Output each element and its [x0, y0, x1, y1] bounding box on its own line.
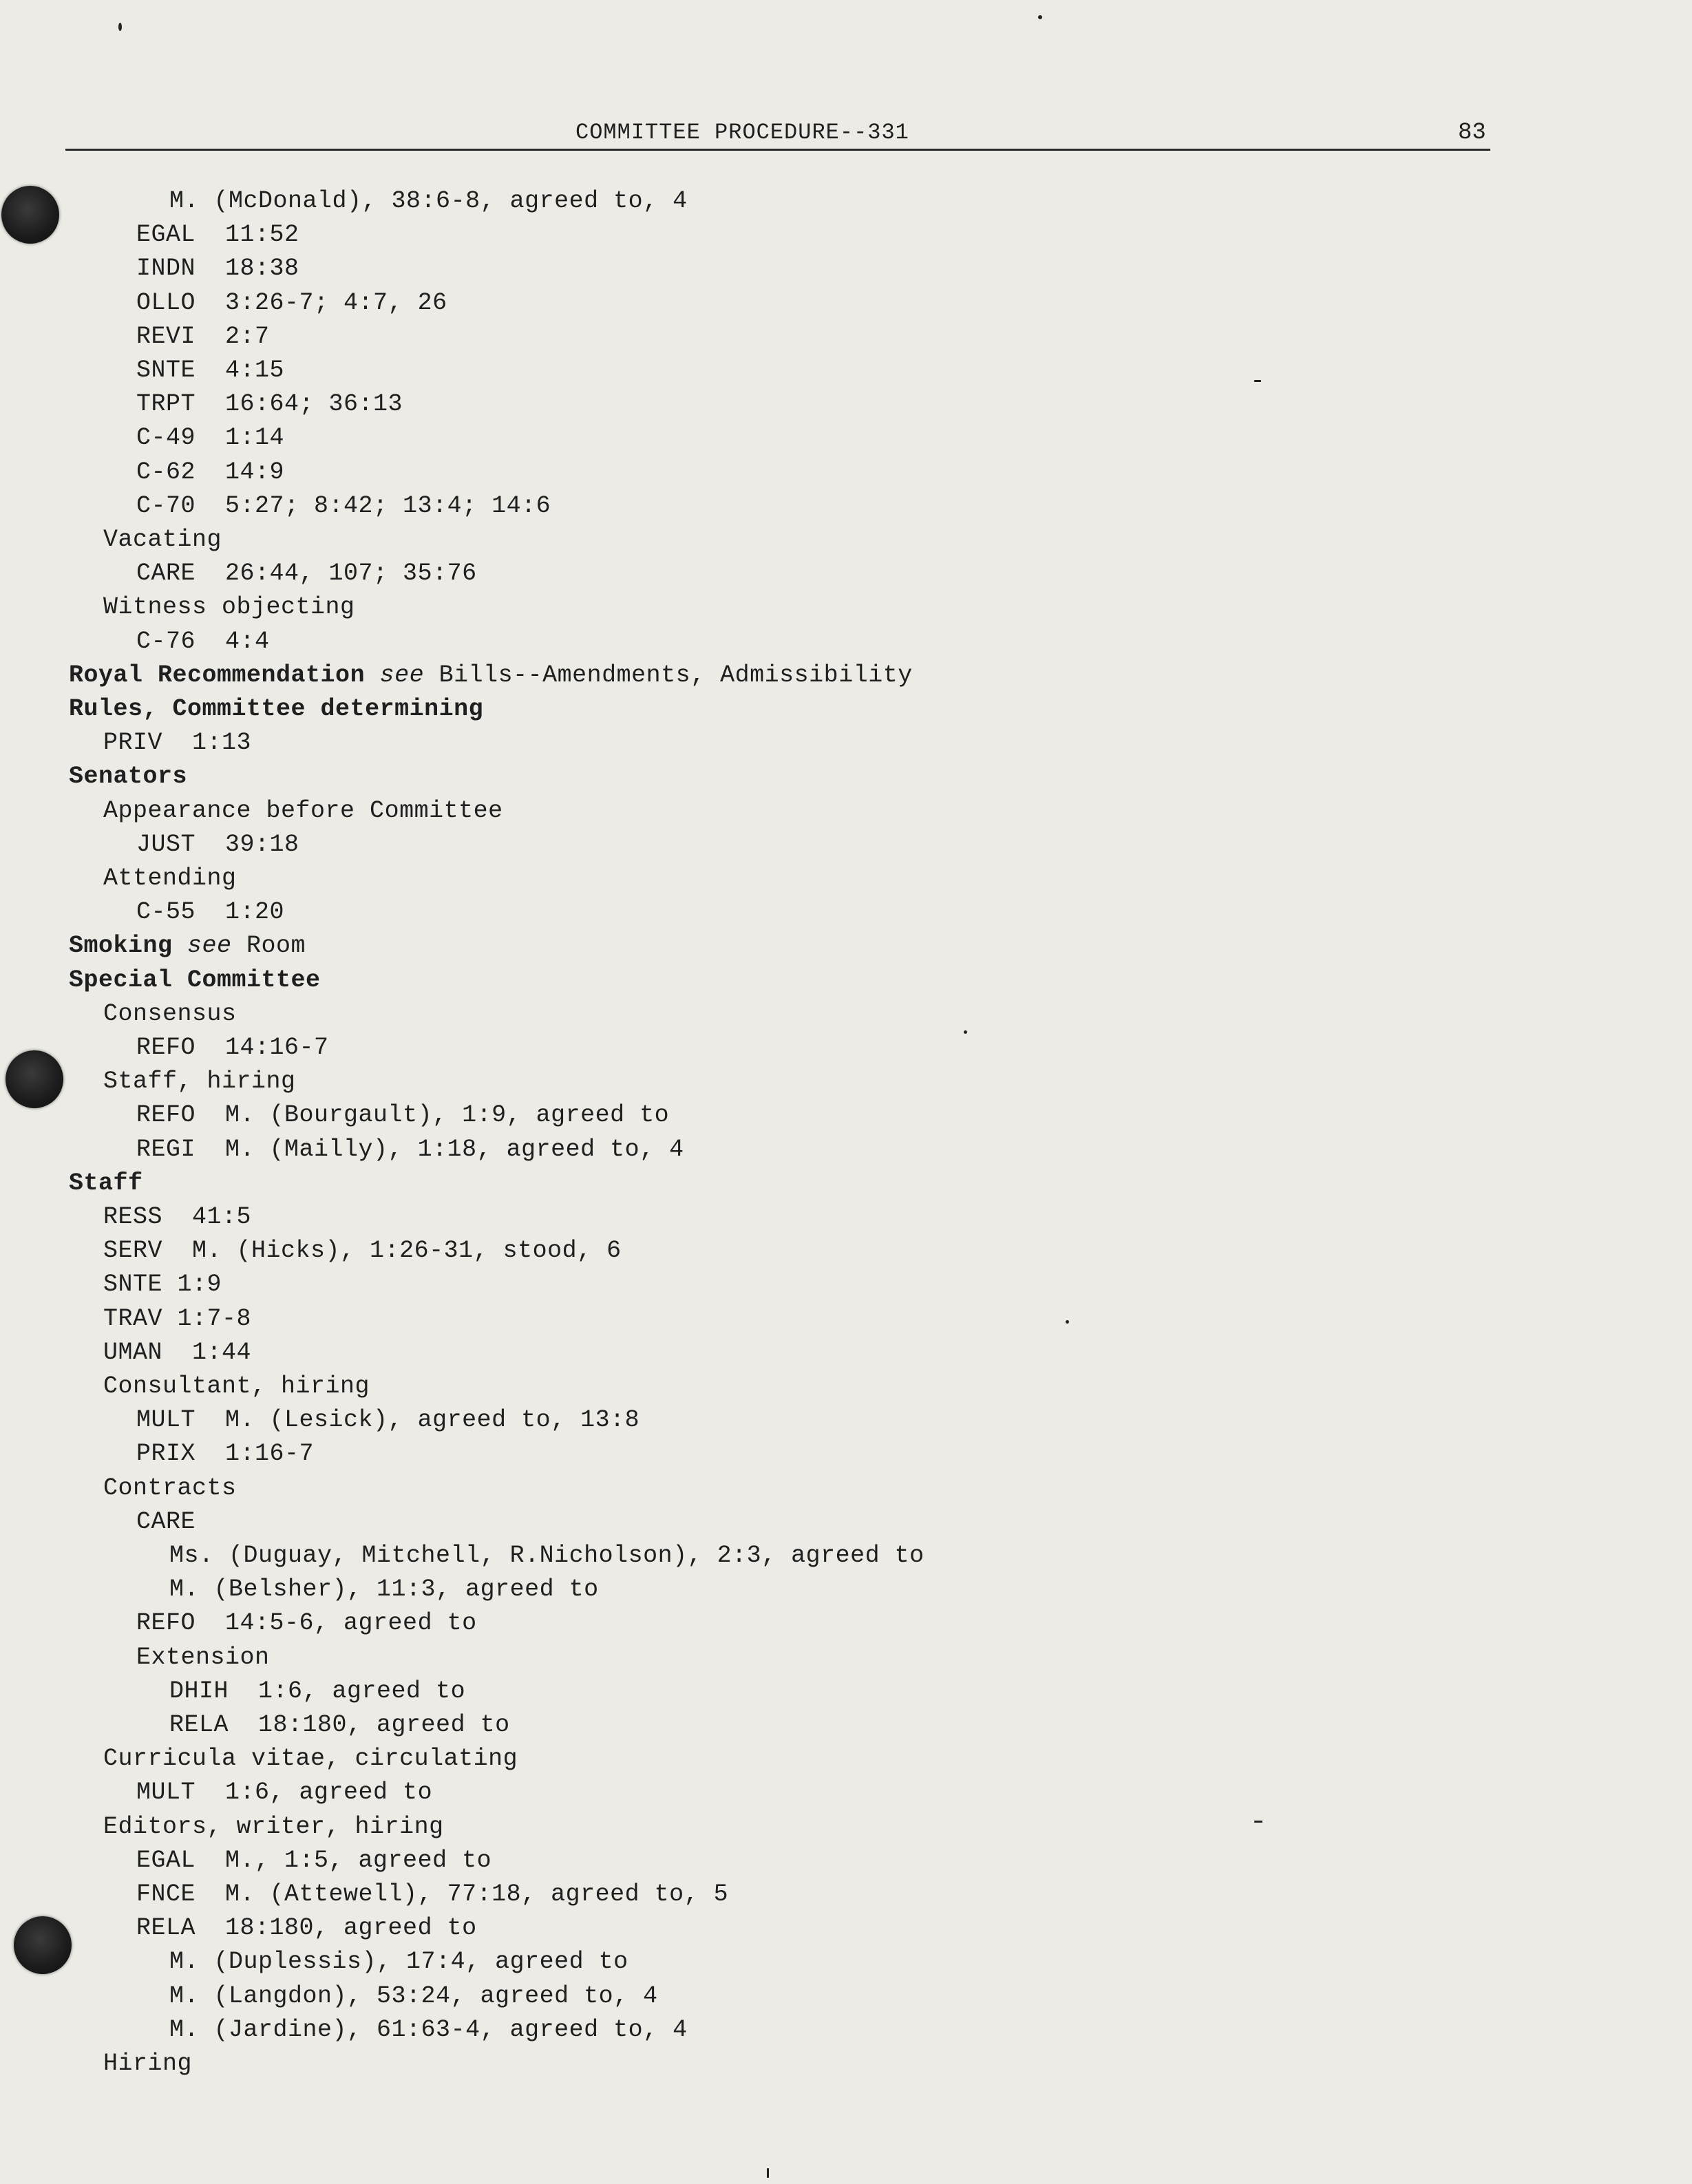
- punch-hole-top: [1, 186, 59, 244]
- index-heading: Staff: [69, 1169, 143, 1197]
- running-header-title: COMMITTEE PROCEDURE--331: [575, 120, 909, 145]
- index-entry: C-49 1:14: [136, 424, 285, 452]
- index-entry: INDN 18:38: [136, 255, 299, 282]
- index-entry: MULT M. (Lesick), agreed to, 13:8: [136, 1406, 640, 1434]
- index-entry: Curricula vitae, circulating: [103, 1745, 518, 1772]
- index-entry: Staff, hiring: [103, 1068, 296, 1095]
- scan-speck: [1254, 1821, 1262, 1823]
- index-entry: FNCE M. (Attewell), 77:18, agreed to, 5: [136, 1880, 729, 1908]
- index-entry: C-76 4:4: [136, 628, 270, 655]
- index-entry: PRIV 1:13: [103, 729, 252, 756]
- index-entry: RESS 41:5: [103, 1203, 252, 1231]
- index-entry: PRIX 1:16-7: [136, 1440, 315, 1467]
- index-entry: C-70 5:27; 8:42; 13:4; 14:6: [136, 492, 551, 520]
- index-entry: C-55 1:20: [136, 898, 285, 926]
- index-entry: SNTE 1:9: [103, 1271, 222, 1298]
- index-heading: [69, 932, 306, 960]
- index-entry: UMAN 1:44: [103, 1339, 252, 1366]
- index-entry: Vacating: [103, 526, 222, 553]
- index-entry: OLLO 3:26-7; 4:7, 26: [136, 289, 447, 317]
- index-entry: MULT 1:6, agreed to: [136, 1779, 433, 1806]
- index-entry: CARE: [136, 1508, 196, 1536]
- header-rule: [65, 149, 1490, 151]
- index-entry: SERV M. (Hicks), 1:26-31, stood, 6: [103, 1237, 622, 1264]
- index-entry: DHIH 1:6, agreed to: [169, 1677, 466, 1705]
- index-entry: Hiring: [103, 2050, 193, 2077]
- index-entry: Consensus: [103, 1000, 237, 1028]
- scan-speck: [118, 23, 122, 31]
- index-entry: REFO 14:16-7: [136, 1034, 329, 1061]
- page-number: 83: [1458, 120, 1486, 146]
- index-entry: Ms. (Duguay, Mitchell, R.Nicholson), 2:3, agreed to: [169, 1542, 924, 1569]
- index-entry: Attending: [103, 865, 237, 892]
- index-entry: RELA 18:180, agreed to: [136, 1914, 477, 1942]
- index-entry: M. (McDonald), 38:6-8, agreed to, 4: [169, 187, 688, 215]
- index-entry: SNTE 4:15: [136, 357, 285, 384]
- scan-speck: [964, 1030, 967, 1034]
- index-entry-part: Bills--Amendments, Admissibility: [424, 661, 913, 689]
- index-entry: RELA 18:180, agreed to: [169, 1711, 510, 1739]
- scan-speck: [1066, 1320, 1069, 1324]
- index-entry: EGAL M., 1:5, agreed to: [136, 1847, 492, 1874]
- index-entry: REFO M. (Bourgault), 1:9, agreed to: [136, 1101, 670, 1129]
- index-entry: TRPT 16:64; 36:13: [136, 390, 403, 418]
- index-entry: Editors, writer, hiring: [103, 1813, 444, 1841]
- index-entry: EGAL 11:52: [136, 221, 299, 248]
- index-heading: Senators: [69, 763, 188, 790]
- index-entry-part: see: [187, 932, 232, 960]
- index-entry: REVI 2:7: [136, 323, 270, 350]
- index-entry: CARE 26:44, 107; 35:76: [136, 560, 477, 587]
- punch-hole-middle: [6, 1050, 63, 1108]
- index-entry: Witness objecting: [103, 593, 355, 621]
- index-entry: Appearance before Committee: [103, 797, 503, 825]
- index-entry: REGI M. (Mailly), 1:18, agreed to, 4: [136, 1136, 684, 1163]
- scan-speck: [1038, 15, 1042, 19]
- index-heading: Rules, Committee determining: [69, 695, 484, 723]
- index-entry-part: Royal Recommendation: [69, 661, 380, 689]
- index-entry: M. (Jardine), 61:63-4, agreed to, 4: [169, 2016, 688, 2044]
- index-entry: Consultant, hiring: [103, 1372, 370, 1400]
- index-entry: JUST 39:18: [136, 831, 299, 858]
- index-entry: REFO 14:5-6, agreed to: [136, 1609, 477, 1637]
- scan-speck: [767, 2168, 769, 2178]
- index-heading: Special Committee: [69, 966, 321, 994]
- index-heading: [69, 661, 913, 689]
- index-entry: M. (Langdon), 53:24, agreed to, 4: [169, 1982, 658, 2010]
- index-entry-part: Smoking: [69, 932, 188, 960]
- scan-speck: [1254, 380, 1261, 382]
- index-entry-part: Room: [231, 932, 306, 960]
- index-entry: TRAV 1:7-8: [103, 1305, 252, 1333]
- index-entry: Extension: [136, 1644, 270, 1671]
- index-entry: C-62 14:9: [136, 458, 285, 486]
- punch-hole-bottom: [14, 1916, 72, 1974]
- index-entry: Contracts: [103, 1474, 237, 1502]
- index-entry-part: see: [379, 661, 425, 689]
- index-entry: M. (Belsher), 11:3, agreed to: [169, 1576, 599, 1603]
- index-entry: M. (Duplessis), 17:4, agreed to: [169, 1948, 628, 1975]
